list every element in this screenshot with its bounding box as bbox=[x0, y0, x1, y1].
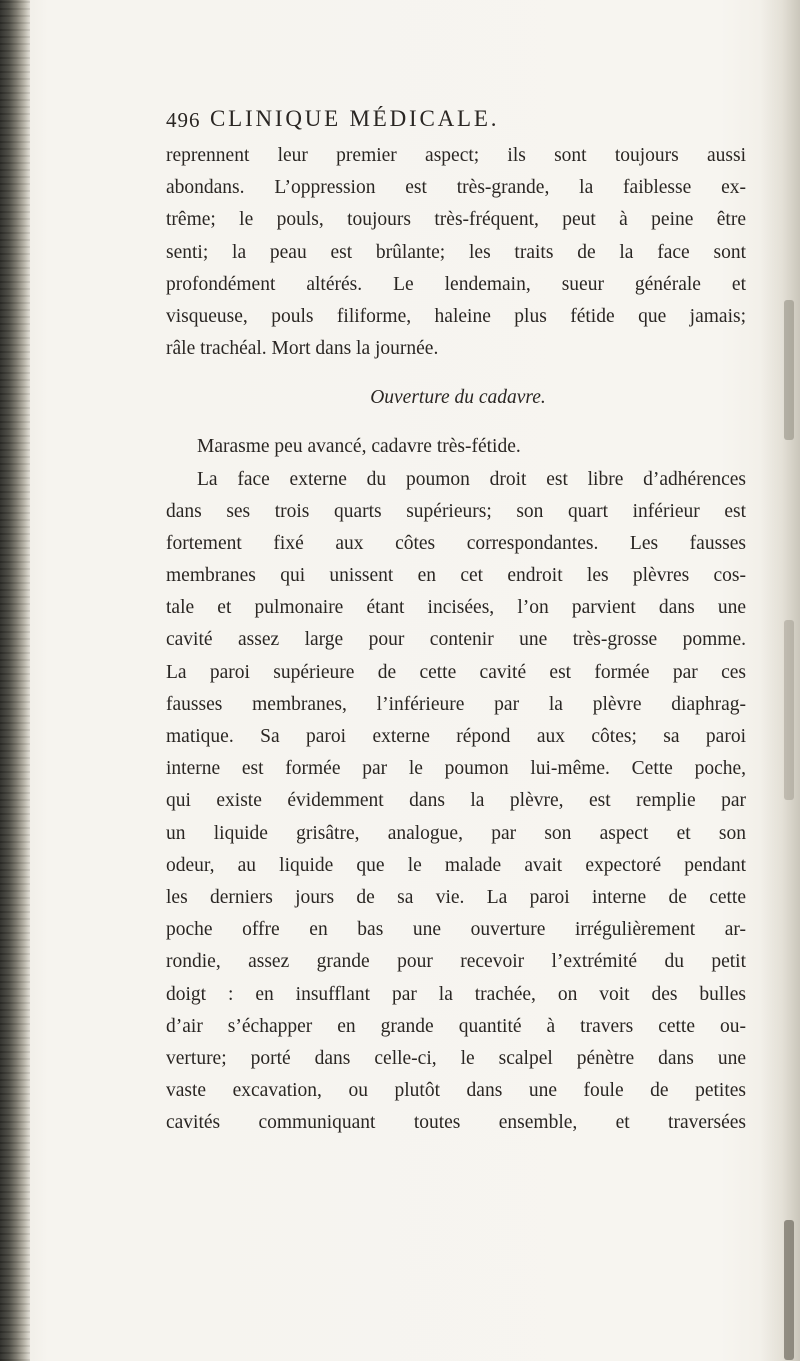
text-line: odeur, au liquide que le malade avait expectoré pendant bbox=[166, 854, 746, 876]
text-line: La face externe du poumon droit est libre d’adhérences bbox=[197, 468, 746, 490]
text-line: râle trachéal. Mort dans la journée. bbox=[166, 338, 439, 360]
text-line: senti; la peau est brûlante; les traits de la face sont bbox=[166, 241, 746, 263]
text-line: profondément altérés. Le lendemain, sueur générale et bbox=[166, 273, 746, 295]
section-heading: Ouverture du cadavre. bbox=[370, 387, 546, 409]
text-line: cavité assez large pour contenir une très-grosse pomme. bbox=[166, 629, 746, 651]
text-line: vaste excavation, ou plutôt dans une foule de petites bbox=[166, 1080, 746, 1102]
page-number: 496 bbox=[166, 108, 201, 132]
text-line: fortement fixé aux côtes correspondantes. Les fausses bbox=[166, 532, 746, 554]
text-line: cavités communiquant toutes ensemble, et traversées bbox=[166, 1112, 746, 1134]
page-edge-shadow bbox=[760, 0, 800, 1361]
text-line: qui existe évidemment dans la plèvre, est remplie par bbox=[166, 790, 746, 812]
page-header bbox=[166, 100, 726, 140]
text-line: verture; porté dans celle-ci, le scalpel pénètre dans une bbox=[166, 1047, 746, 1069]
text-line: matique. Sa paroi externe répond aux côtes; sa paroi bbox=[166, 726, 746, 747]
text-line: visqueuse, pouls filiforme, haleine plus fétide que jamais; bbox=[166, 305, 746, 327]
text-line: trême; le pouls, toujours très-fréquent, peut à peine être bbox=[166, 209, 746, 231]
text-line: fausses membranes, l’inférieure par la plèvre diaphrag- bbox=[166, 693, 746, 715]
text-line: La paroi supérieure de cette cavité est formée par ces bbox=[166, 661, 746, 683]
text-line: membranes qui unissent en cet endroit les plèvres cos- bbox=[166, 565, 746, 587]
text-line: abondans. L’oppression est très-grande, la faiblesse ex- bbox=[166, 177, 746, 199]
text-line: dans ses trois quarts supérieurs; son quart inférieur est bbox=[166, 500, 746, 522]
edge-stain bbox=[784, 620, 794, 800]
text-line: tale et pulmonaire étant incisées, l’on parvient dans une bbox=[166, 597, 746, 619]
running-title: CLINIQUE MÉDICALE. bbox=[210, 106, 500, 131]
edge-stain bbox=[784, 1220, 794, 1360]
edge-stain bbox=[784, 300, 794, 440]
text-line: reprennent leur premier aspect; ils sont toujours aussi bbox=[166, 145, 746, 166]
text-line: un liquide grisâtre, analogue, par son aspect et son bbox=[166, 822, 746, 844]
text-line: interne est formée par le poumon lui-même. Cette poche, bbox=[166, 758, 746, 780]
body-text bbox=[166, 140, 746, 1139]
spine-texture bbox=[0, 0, 30, 1361]
text-line: rondie, assez grande pour recevoir l’extrémité du petit bbox=[166, 951, 746, 973]
text-line: doigt : en insufflant par la trachée, on voit des bulles bbox=[166, 983, 746, 1005]
text-line: poche offre en bas une ouverture irrégulièrement ar- bbox=[166, 919, 746, 941]
text-line: Marasme peu avancé, cadavre très-fétide. bbox=[197, 436, 521, 458]
text-line: d’air s’échapper en grande quantité à travers cette ou- bbox=[166, 1015, 746, 1037]
text-line: les derniers jours de sa vie. La paroi interne de cette bbox=[166, 886, 746, 908]
